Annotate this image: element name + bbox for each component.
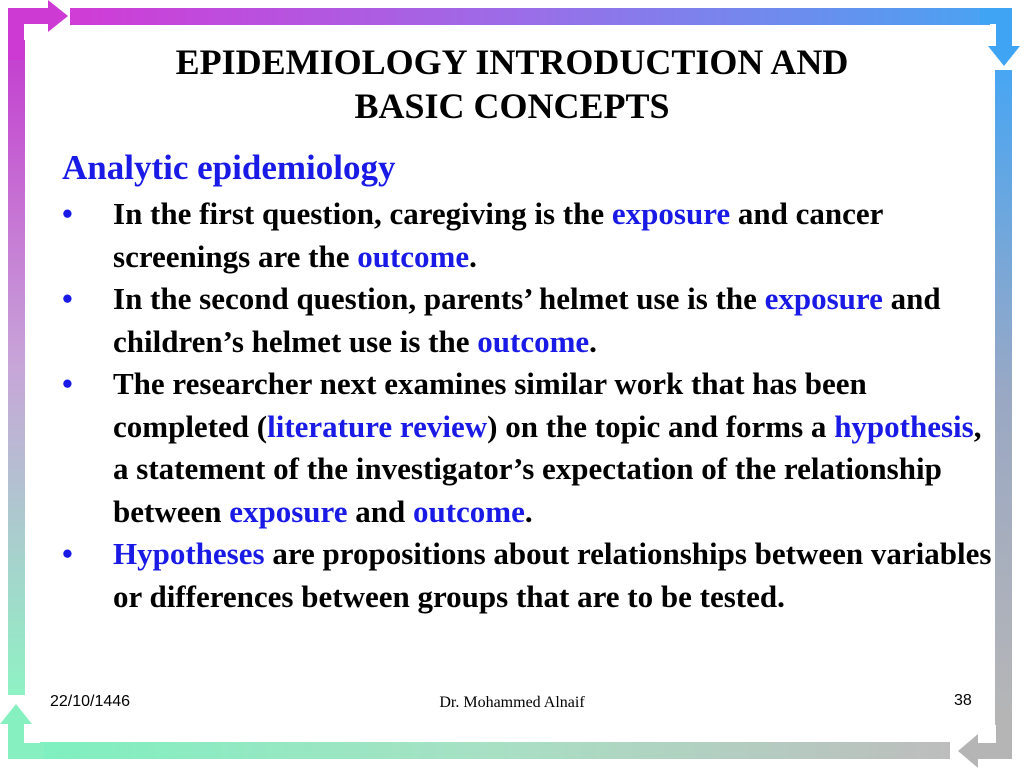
footer-author: Dr. Mohammed Alnaif bbox=[439, 694, 585, 711]
bullet-item: • Hypotheses are propositions about relationships between variables or differences between groups that are to be tested. bbox=[62, 533, 997, 618]
slide-title bbox=[60, 40, 964, 128]
slide-number: 38 bbox=[954, 692, 972, 709]
highlight-term: hypothesis bbox=[834, 408, 974, 444]
bullet-marker: • bbox=[62, 281, 73, 316]
highlight-term: outcome bbox=[412, 493, 525, 529]
bullet-marker: • bbox=[62, 366, 73, 401]
highlight-term: outcome bbox=[477, 323, 590, 359]
frame-right-bar bbox=[995, 70, 1012, 725]
frame-left-bar bbox=[8, 40, 25, 695]
highlight-term: outcome bbox=[357, 238, 470, 274]
footer-date: 22/10/1446 bbox=[50, 693, 131, 710]
highlight-term: literature review bbox=[267, 408, 488, 444]
top-right-arrow-icon bbox=[980, 0, 1024, 72]
bullet-item: • In the first question, caregiving is the exposure and cancer screenings are the outcome. bbox=[62, 193, 997, 278]
bullet-marker: • bbox=[62, 536, 73, 571]
bullet-marker: • bbox=[62, 196, 73, 231]
frame-top-bar bbox=[70, 8, 990, 25]
frame-bottom-bar bbox=[40, 742, 950, 759]
highlight-term: exposure bbox=[229, 493, 348, 529]
section-subheading: Analytic epidemiology bbox=[62, 148, 396, 187]
bullet-list bbox=[62, 193, 997, 618]
highlight-term: exposure bbox=[611, 196, 731, 231]
bullet-item: • In the second question, parents’ helmet use is the exposure and children’s helmet use is the outcome. bbox=[62, 278, 997, 363]
slide-title-line2: BASIC CONCEPTS bbox=[354, 86, 670, 126]
bottom-right-arrow-icon bbox=[950, 708, 1024, 768]
slide-title-line1: EPIDEMIOLOGY INTRODUCTION AND bbox=[175, 42, 849, 82]
highlight-term: exposure bbox=[764, 281, 883, 316]
bullet-item: • The researcher next examines similar work that has been completed (literature review) on the topic and forms a hypothesis, a statement of the investigator’s expectation of the relationship between exposure and outcome. bbox=[62, 363, 997, 533]
highlight-term: Hypotheses bbox=[113, 536, 265, 571]
